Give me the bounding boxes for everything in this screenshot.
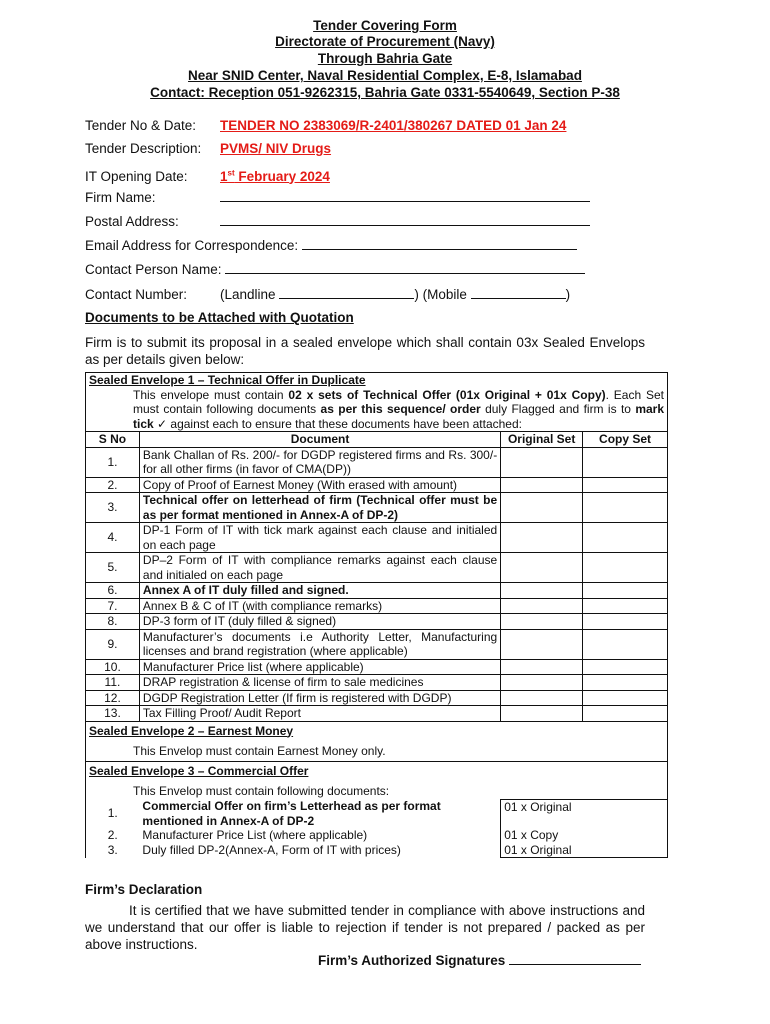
- row-sno: 8.: [86, 614, 140, 630]
- row-original-set-cell[interactable]: [501, 477, 583, 493]
- row-sno: 3.: [86, 843, 140, 858]
- row-copy-set-cell[interactable]: [583, 614, 668, 630]
- description-value: PVMS/ NIV Drugs: [220, 141, 332, 156]
- row-copy-set-cell[interactable]: [583, 629, 668, 659]
- row-document: DP-1 Form of IT with tick mark against each clause and initialed on each page: [139, 523, 500, 553]
- envelope1-intro-row: [86, 373, 668, 432]
- row-copy-set-cell[interactable]: [583, 659, 668, 675]
- email-row: [85, 237, 685, 254]
- env1-desc-bold-tick: mark tick: [133, 402, 665, 431]
- table-row: [86, 477, 668, 493]
- envelope1-title: Sealed Envelope 1 – Technical Offer in Duplicate: [89, 373, 366, 387]
- table-row: [86, 614, 668, 630]
- opening-date-label: IT Opening Date:: [85, 168, 188, 184]
- row-sno: 1.: [86, 447, 140, 477]
- tender-no-label: Tender No & Date:: [85, 118, 197, 133]
- table-row: [86, 675, 668, 691]
- email-field[interactable]: [302, 237, 577, 250]
- col-header-copy-set: Copy Set: [583, 432, 668, 448]
- row-original-set-cell[interactable]: [501, 598, 583, 614]
- envelope1-rows: [86, 447, 668, 721]
- row-sno: 7.: [86, 598, 140, 614]
- row-sno: 12.: [86, 690, 140, 706]
- opening-day-suffix: st: [227, 168, 235, 177]
- envelope1-header-row: [86, 432, 668, 448]
- table-row: [86, 523, 668, 553]
- description-label: Tender Description:: [85, 141, 202, 156]
- opening-date-row: [85, 165, 685, 185]
- table-row: [86, 447, 668, 477]
- row-document: DP-3 form of IT (duly filled & signed): [139, 614, 500, 630]
- env1-desc-part: duly Flagged and firm is to: [480, 402, 636, 416]
- row-document: Copy of Proof of Earnest Money (With erased with amount): [139, 477, 500, 493]
- row-copy-set-cell[interactable]: [583, 523, 668, 553]
- row-copy-set-cell[interactable]: [583, 706, 668, 722]
- col-header-sno: S No: [86, 432, 140, 448]
- contact-person-field[interactable]: [225, 261, 585, 274]
- contact-person-label: Contact Person Name:: [85, 262, 222, 277]
- row-copy-set-cell[interactable]: [583, 675, 668, 691]
- row-original-set-cell[interactable]: [501, 493, 583, 523]
- row-sno: 6.: [86, 583, 140, 599]
- row-document: Tax Filling Proof/ Audit Report: [139, 706, 500, 722]
- opening-date-value: [220, 169, 330, 184]
- row-sno: 1.: [86, 799, 140, 828]
- envelope3-description: This Envelop must contain following documents:: [133, 784, 390, 798]
- landline-label: (Landline: [220, 287, 276, 302]
- row-document: Commercial Offer on firm’s Letterhead as per format mentioned in Annex-A of DP-2: [139, 799, 500, 828]
- row-original-set-cell[interactable]: [501, 583, 583, 599]
- directorate-line: Directorate of Procurement (Navy): [275, 34, 495, 49]
- envelope1-description: [89, 388, 664, 432]
- postal-address-field[interactable]: [220, 213, 590, 226]
- table-row: [86, 706, 668, 722]
- declaration-text: It is certified that we have submitted tender in compliance with above instructions and we understand that our offer is liable to rejection if tender is not prepared / packed as per above instructions.: [85, 903, 645, 952]
- contact-line: Contact: Reception 051-9262315, Bahria Gate 0331-5540649, Section P-38: [150, 85, 620, 100]
- contact-person-row: [85, 261, 685, 278]
- contact-number-label: Contact Number:: [85, 287, 188, 302]
- row-original-set-cell[interactable]: [501, 675, 583, 691]
- row-original-set-cell[interactable]: [501, 614, 583, 630]
- row-copy-set-cell[interactable]: [583, 447, 668, 477]
- row-document: Technical offer on letterhead of firm (Technical offer must be as per format mentioned in Annex-A of DP-2): [139, 493, 500, 523]
- env1-desc-part: ✓ against each to ensure that these documents have been attached:: [153, 416, 522, 431]
- address-line: Near SNID Center, Naval Residential Complex, E-8, Islamabad: [188, 68, 582, 83]
- postal-address-label: Postal Address:: [85, 214, 179, 229]
- row-sno: 3.: [86, 493, 140, 523]
- row-sno: 4.: [86, 523, 140, 553]
- table-row: [86, 493, 668, 523]
- landline-field[interactable]: [279, 286, 414, 299]
- declaration-title: Firm’s Declaration: [85, 882, 203, 897]
- row-copy-set-cell[interactable]: [583, 690, 668, 706]
- row-copy-set-cell[interactable]: [583, 493, 668, 523]
- table-row: [86, 629, 668, 659]
- row-document: DP–2 Form of IT with compliance remarks against each clause and initialed on each page: [139, 553, 500, 583]
- row-copy-set-cell[interactable]: [583, 477, 668, 493]
- row-original-set-cell[interactable]: [501, 629, 583, 659]
- signature-line: [318, 952, 641, 968]
- envelope-table: [85, 372, 668, 858]
- firm-name-label: Firm Name:: [85, 190, 156, 205]
- row-original-set-cell[interactable]: [501, 659, 583, 675]
- table-row: [86, 659, 668, 675]
- env1-desc-bold-sequence: as per this sequence/ order: [320, 402, 481, 416]
- row-original-set-cell[interactable]: [501, 706, 583, 722]
- envelope3-title: Sealed Envelope 3 – Commercial Offer: [89, 763, 309, 778]
- table-row: [86, 690, 668, 706]
- row-original-set-cell[interactable]: [501, 447, 583, 477]
- envelope3-intro-row: [86, 761, 668, 799]
- mobile-label: (Mobile: [422, 287, 467, 302]
- opening-day: 1: [220, 168, 228, 184]
- row-document: Bank Challan of Rs. 200/- for DGDP registered firms and Rs. 300/- for all other firms (in favor of CMA(DP)): [139, 447, 500, 477]
- row-document: Manufacturer Price List (where applicable): [139, 828, 500, 843]
- row-copies: 01 x Original: [501, 799, 668, 828]
- row-document: DGDP Registration Letter (If firm is registered with DGDP): [139, 690, 500, 706]
- env1-desc-part: This envelope must contain: [133, 387, 289, 402]
- row-copies: 01 x Original: [501, 843, 668, 858]
- row-document: Duly filled DP-2(Annex-A, Form of IT with prices): [139, 843, 500, 858]
- row-copy-set-cell[interactable]: [583, 553, 668, 583]
- contact-number-row: [85, 286, 685, 303]
- row-sno: 11.: [86, 675, 140, 691]
- envelope3-rows: [86, 799, 668, 858]
- row-document: DRAP registration & license of firm to sale medicines: [139, 675, 500, 691]
- envelope2-title: Sealed Envelope 2 – Earnest Money: [89, 723, 294, 738]
- through-line: Through Bahria Gate: [317, 51, 453, 66]
- envelope2-description: This Envelop must contain Earnest Money only.: [133, 744, 386, 758]
- table-row: [86, 583, 668, 599]
- row-sno: 5.: [86, 553, 140, 583]
- signature-label: Firm’s Authorized Signatures: [318, 953, 506, 968]
- row-document: Annex A of IT duly filled and signed.: [139, 583, 500, 599]
- envelope2-row: [86, 721, 668, 761]
- row-sno: 13.: [86, 706, 140, 722]
- row-document: Manufacturer’s documents i.e Authority Letter, Manufacturing licenses and brand registration (where applicable): [139, 629, 500, 659]
- row-sno: 9.: [86, 629, 140, 659]
- tender-no-value: TENDER NO 2383069/R-2401/380267 DATED 01 Jan 24: [220, 118, 567, 133]
- table-row: [86, 828, 668, 843]
- landline-close: ): [414, 287, 419, 302]
- table-row: [86, 598, 668, 614]
- row-sno: 2.: [86, 828, 140, 843]
- row-original-set-cell[interactable]: [501, 690, 583, 706]
- postal-address-row: [85, 213, 685, 230]
- documents-intro: Firm is to submit its proposal in a sealed envelope which shall contain 03x Sealed Envelops as per details given below:: [85, 335, 645, 367]
- mobile-field[interactable]: [471, 286, 566, 299]
- row-document: Manufacturer Price list (where applicable): [139, 659, 500, 675]
- table-row: [86, 843, 668, 858]
- mobile-close: ): [565, 287, 571, 302]
- row-sno: 10.: [86, 659, 140, 675]
- documents-title: Documents to be Attached with Quotation: [85, 310, 354, 325]
- table-row: [86, 799, 668, 828]
- env1-desc-bold-sets: 02 x sets of Technical Offer (01x Original + 01x Copy): [288, 387, 606, 402]
- form-title: Tender Covering Form: [313, 18, 457, 33]
- col-header-document: Document: [139, 432, 500, 448]
- row-original-set-cell[interactable]: [501, 553, 583, 583]
- row-document: Annex B & C of IT (with compliance remarks): [139, 598, 500, 614]
- row-copy-set-cell[interactable]: [583, 598, 668, 614]
- env1-desc-part: . Each Set must contain following documents: [133, 387, 664, 416]
- opening-month-year: February 2024: [234, 168, 330, 184]
- email-label: Email Address for Correspondence:: [85, 238, 299, 253]
- col-header-original-set: Original Set: [501, 432, 583, 448]
- description-row: [85, 141, 685, 157]
- firm-name-row: [85, 189, 685, 206]
- firm-name-field[interactable]: [220, 189, 590, 202]
- row-sno: 2.: [86, 477, 140, 493]
- row-copies: 01 x Copy: [501, 828, 668, 843]
- table-row: [86, 553, 668, 583]
- row-original-set-cell[interactable]: [501, 523, 583, 553]
- tender-no-row: [85, 118, 685, 134]
- signature-field[interactable]: [509, 952, 641, 965]
- row-copy-set-cell[interactable]: [583, 583, 668, 599]
